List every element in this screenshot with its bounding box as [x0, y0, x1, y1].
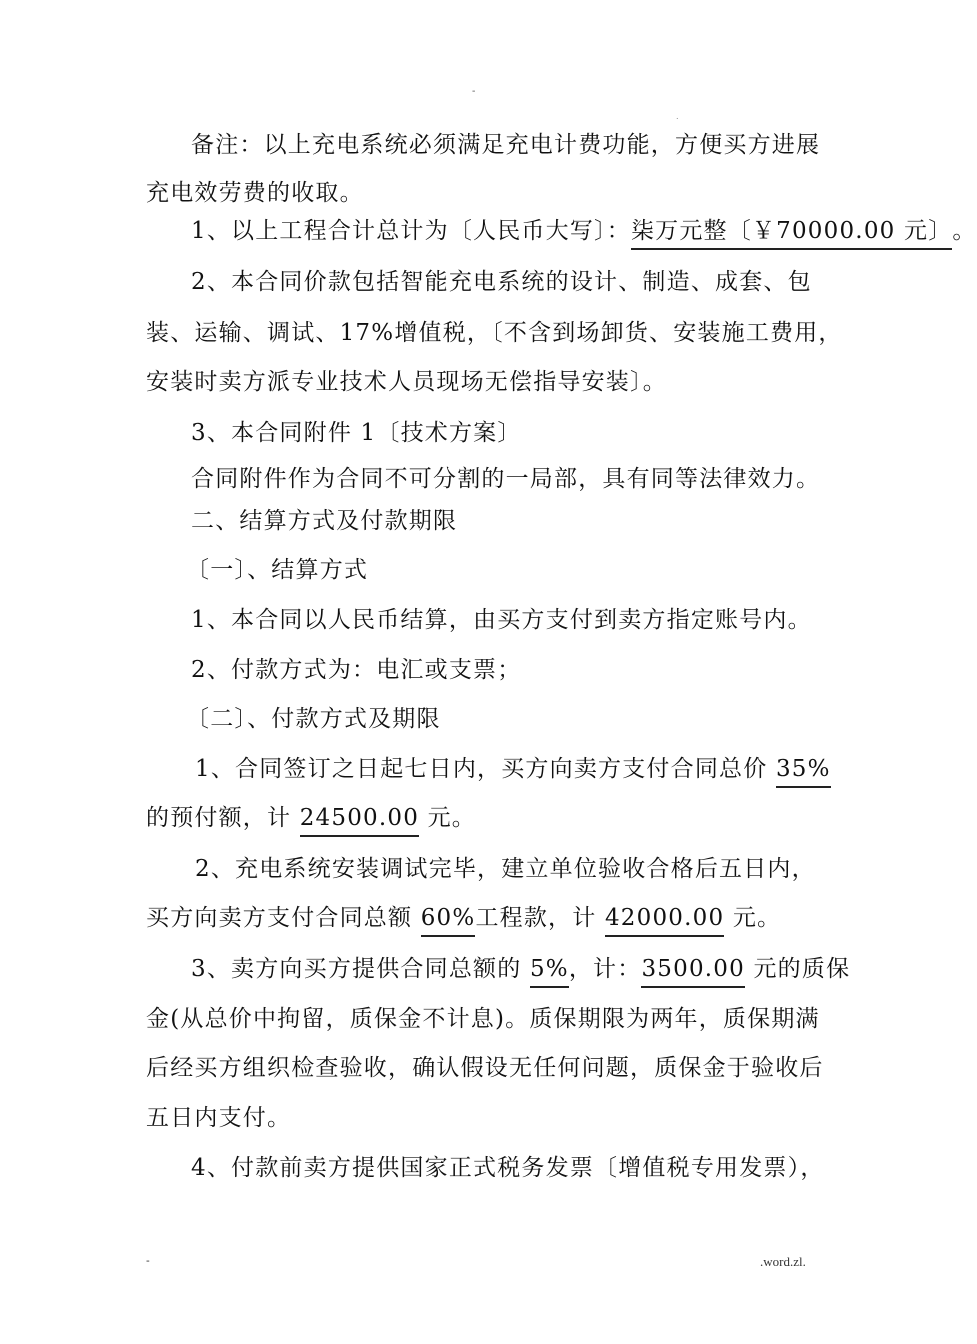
prepayment-suffix: 元。 [419, 805, 476, 831]
footer-right-text: .word.zl. [760, 1254, 806, 1269]
warranty-percent: 5% [530, 954, 569, 988]
header-mark: - [472, 86, 476, 97]
footer-left-mark: - [146, 1254, 150, 1267]
payment-item-3-prefix: 3、卖方向买方提供合同总额的 [191, 956, 530, 982]
prepayment-prefix: 的预付额，计 [146, 805, 300, 831]
payment-item-3-line-3: 后经买方组织检查验收，确认假设无任何问题，质保金于验收后 [146, 1055, 824, 1081]
settlement-item-2: 2、付款方式为：电汇或支票； [191, 657, 522, 683]
payment-item-3-line-1 [0, 954, 950, 984]
subsection-settlement-method: 〔一〕、结算方式 [186, 557, 369, 583]
attachment-effect-line: 合同附件作为合同不可分割的一局部，具有同等法律效力。 [191, 466, 821, 492]
warranty-suffix: 元的质保 [744, 956, 851, 982]
price-scope-line-2: 装、运输、调试、17%增值税，〔不含到场卸货、安装施工费用， [146, 320, 843, 346]
progress-amount: 42000.00 [605, 903, 724, 937]
attachment-line: 3、本合同附件 1〔技术方案〕 [191, 420, 522, 446]
progress-suffix: 元。 [724, 905, 782, 931]
price-scope-line-3: 安装时卖方派专业技术人员现场无偿指导安装〕。 [146, 369, 667, 395]
payment-item-3-line-4: 五日内支付。 [146, 1105, 292, 1131]
warranty-mid: ，计： [568, 956, 642, 982]
total-amount-line [0, 216, 977, 246]
payment-item-2-prefix: 买方向卖方支付合同总额 [146, 905, 421, 931]
header-dot: . [676, 112, 679, 121]
note-line-1: 备注：以上充电系统必须满足充电计费功能，方便买方进展 [191, 132, 821, 158]
settlement-item-1: 1、本合同以人民币结算，由买方支付到卖方指定账号内。 [191, 607, 812, 633]
payment-item-2-line-1: 2、充电系统安装调试完毕，建立单位验收合格后五日内， [195, 856, 816, 882]
payment-item-4-line-1: 4、付款前卖方提供国家正式税务发票〔增值税专用发票）， [191, 1155, 825, 1181]
payment-item-1-line-2 [0, 803, 950, 833]
warranty-amount: 3500.00 [641, 954, 745, 988]
section-heading-settlement: 二、结算方式及付款期限 [191, 508, 458, 534]
progress-mid: 工程款，计 [475, 905, 605, 931]
price-scope-line-1: 2、本合同价款包括智能充电系统的设计、制造、成套、包 [191, 269, 812, 295]
note-line-2: 充电效劳费的收取。 [146, 180, 364, 206]
total-amount-suffix: 。 [952, 218, 977, 244]
total-amount-prefix: 1、以上工程合计总计为〔人民币大写〕： [191, 218, 631, 244]
subsection-payment-terms: 〔二〕、付款方式及期限 [186, 706, 441, 732]
prepayment-percent: 35% [776, 754, 831, 788]
progress-percent: 60% [421, 903, 476, 937]
payment-item-1-prefix: 1、合同签订之日起七日内，买方向卖方支付合同总价 [195, 756, 776, 782]
payment-item-3-line-2: 金(从总价中拘留，质保金不计息)。质保期限为两年，质保期满 [146, 1006, 820, 1032]
payment-item-2-line-2 [0, 903, 950, 933]
total-amount-value: 柒万元整〔￥70000.00 元〕 [631, 216, 952, 250]
prepayment-amount: 24500.00 [300, 803, 419, 837]
payment-item-1-line-1 [0, 754, 950, 784]
